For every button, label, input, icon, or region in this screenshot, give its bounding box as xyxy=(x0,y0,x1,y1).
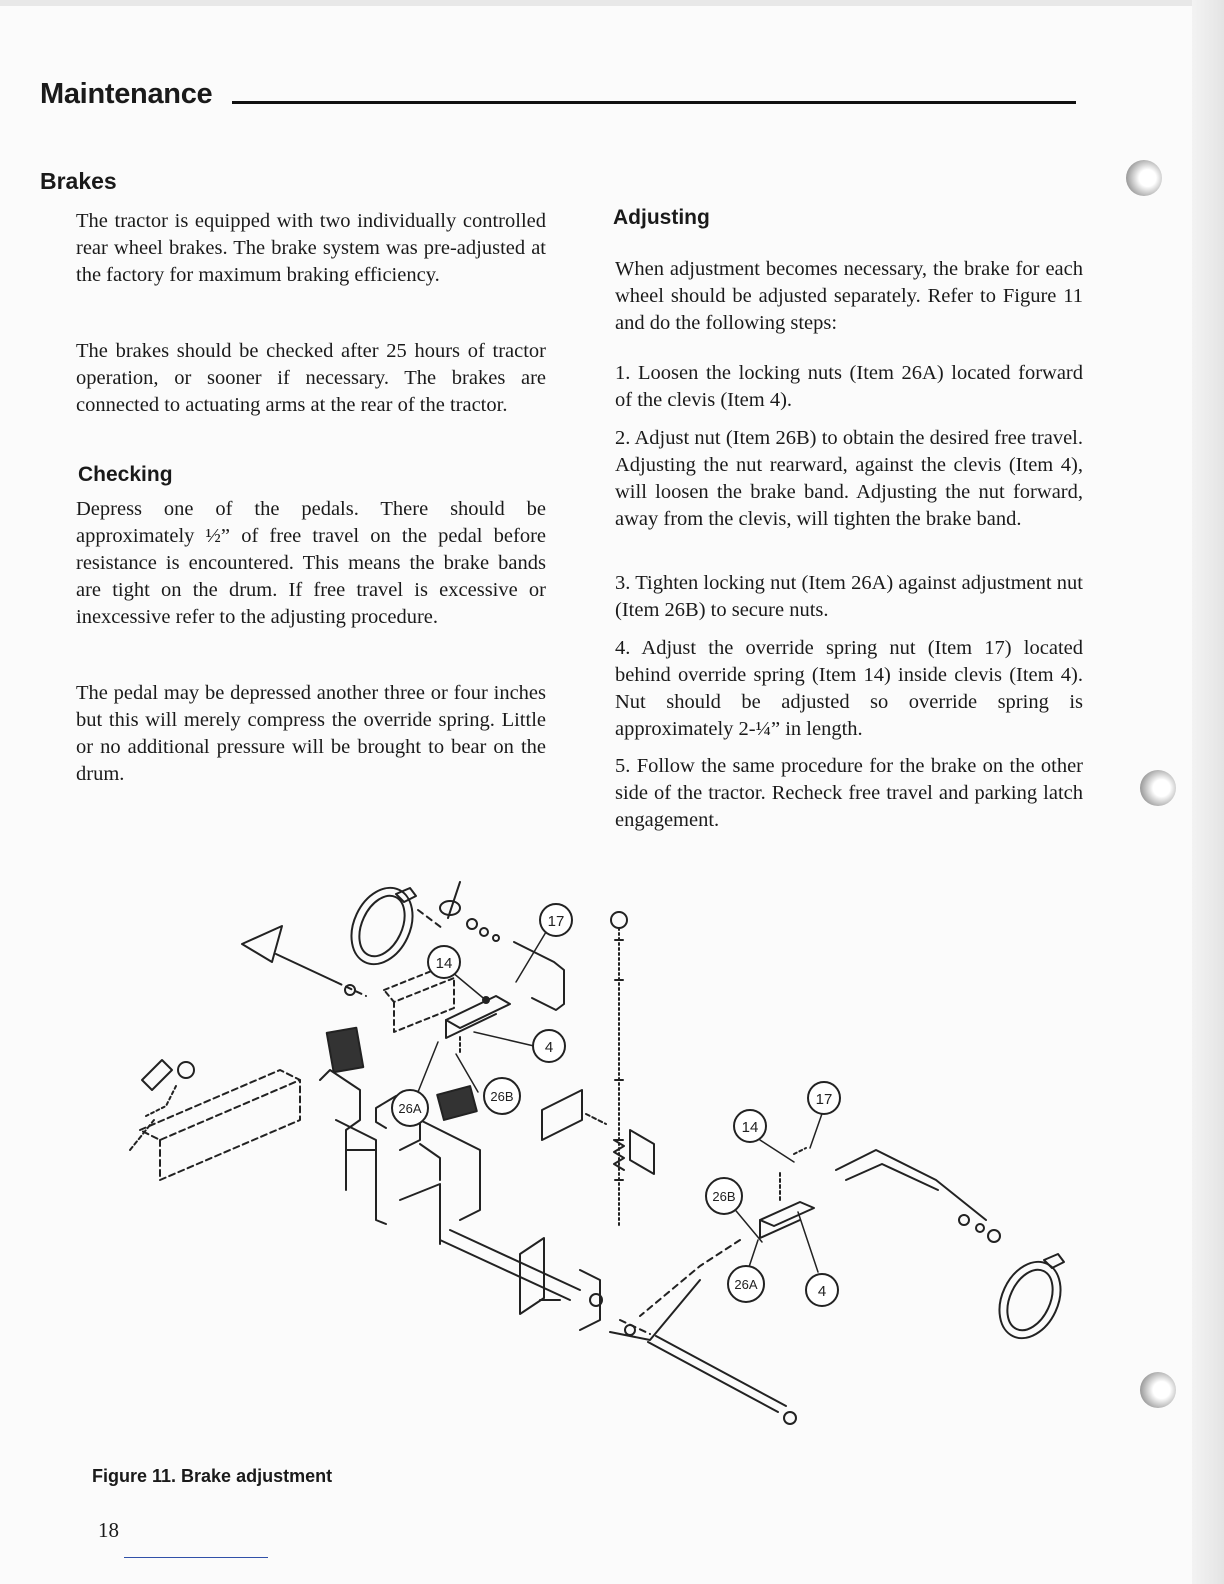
adjusting-intro: When adjustment becomes necessary, the brake for each wheel should be adjusted separately. Refer to Figure 11 and do the following steps: xyxy=(615,258,1083,334)
page-footer-rule xyxy=(124,1557,268,1558)
adjusting-step-4: 4. Adjust the override spring nut (Item 17) located behind override spring (Item 14) inside clevis (Item 4). Nut should be adjusted so override spring is approximately 2-¼” in length. xyxy=(615,637,1083,740)
scan-right-edge xyxy=(1192,0,1224,1584)
callout-4: 4 xyxy=(817,1283,827,1300)
brakes-paragraph: The brakes should be checked after 25 hours of tractor operation, or sooner if necessary. The brakes are connected to actuating arms at the rear of the tractor. xyxy=(76,340,546,416)
brakes-heading: Brakes xyxy=(40,168,117,194)
brakes-paragraph: The tractor is equipped with two individually controlled rear wheel brakes. The brake system was pre-adjusted at the factory for maximum braking efficiency. xyxy=(76,210,546,286)
adjusting-step-2: 2. Adjust nut (Item 26B) to obtain the desired free travel. Adjusting the nut rearward, against the clevis (Item 4), will loosen the brake band. Adjusting the nut forward, away from the clevis, will tighten the brake band. xyxy=(615,427,1083,530)
lower-long-rod xyxy=(620,1320,796,1424)
section-rule xyxy=(232,101,1076,104)
left-brake-band xyxy=(340,880,425,974)
checking-paragraph: The pedal may be depressed another three or four inches but this will merely compress the override spring. Little or no additional pressure will be brought to bear on the drum. xyxy=(76,682,546,785)
callout-26b: 26B xyxy=(490,1089,514,1104)
checking-paragraph: Depress one of the pedals. There should be approximately ½” of free travel on the pedal before resistance is encountered. This means the brake bands are tight on the drum. If free travel is excessive or inexcessive refer to the adjusting procedure. xyxy=(76,498,546,628)
binder-hole xyxy=(1126,160,1162,196)
section-header xyxy=(40,78,1080,114)
left-frame-bar xyxy=(130,1060,300,1180)
left-rod xyxy=(242,926,366,996)
checking-heading: Checking xyxy=(78,463,173,486)
brake-assembly-figure xyxy=(100,880,1080,1440)
right-brake-band xyxy=(988,1252,1073,1348)
scan-top-edge xyxy=(0,0,1224,6)
vertical-rod xyxy=(611,912,627,1228)
right-linkage xyxy=(610,1148,1000,1340)
callout-26a: 26A xyxy=(734,1277,758,1292)
callout-17: 17 xyxy=(815,1091,833,1108)
callout-4: 4 xyxy=(544,1039,554,1056)
right-plate xyxy=(542,1090,654,1174)
section-title: Maintenance xyxy=(40,78,213,110)
adjusting-step-1: 1. Loosen the locking nuts (Item 26A) located forward of the clevis (Item 4). xyxy=(615,362,1083,411)
page-number: 18 xyxy=(98,1518,119,1542)
binder-hole xyxy=(1140,1372,1176,1408)
callout-26b: 26B xyxy=(712,1189,736,1204)
brake-exploded-diagram xyxy=(100,880,1080,1440)
callout-14: 14 xyxy=(435,955,453,972)
figure-caption: Figure 11. Brake adjustment xyxy=(92,1466,333,1486)
left-clevis xyxy=(446,996,510,1052)
cross-shaft xyxy=(440,1230,602,1330)
callout-26a: 26A xyxy=(398,1101,422,1116)
adjusting-heading: Adjusting xyxy=(613,206,710,229)
left-frame-bracket xyxy=(327,966,454,1072)
binder-hole xyxy=(1140,770,1176,806)
callout-17: 17 xyxy=(547,913,565,930)
callout-14: 14 xyxy=(741,1119,759,1136)
adjusting-step-3: 3. Tighten locking nut (Item 26A) against adjustment nut (Item 26B) to secure nuts. xyxy=(615,572,1083,621)
adjusting-step-5: 5. Follow the same procedure for the brake on the other side of the tractor. Recheck free travel and parking latch engagement. xyxy=(615,755,1083,831)
